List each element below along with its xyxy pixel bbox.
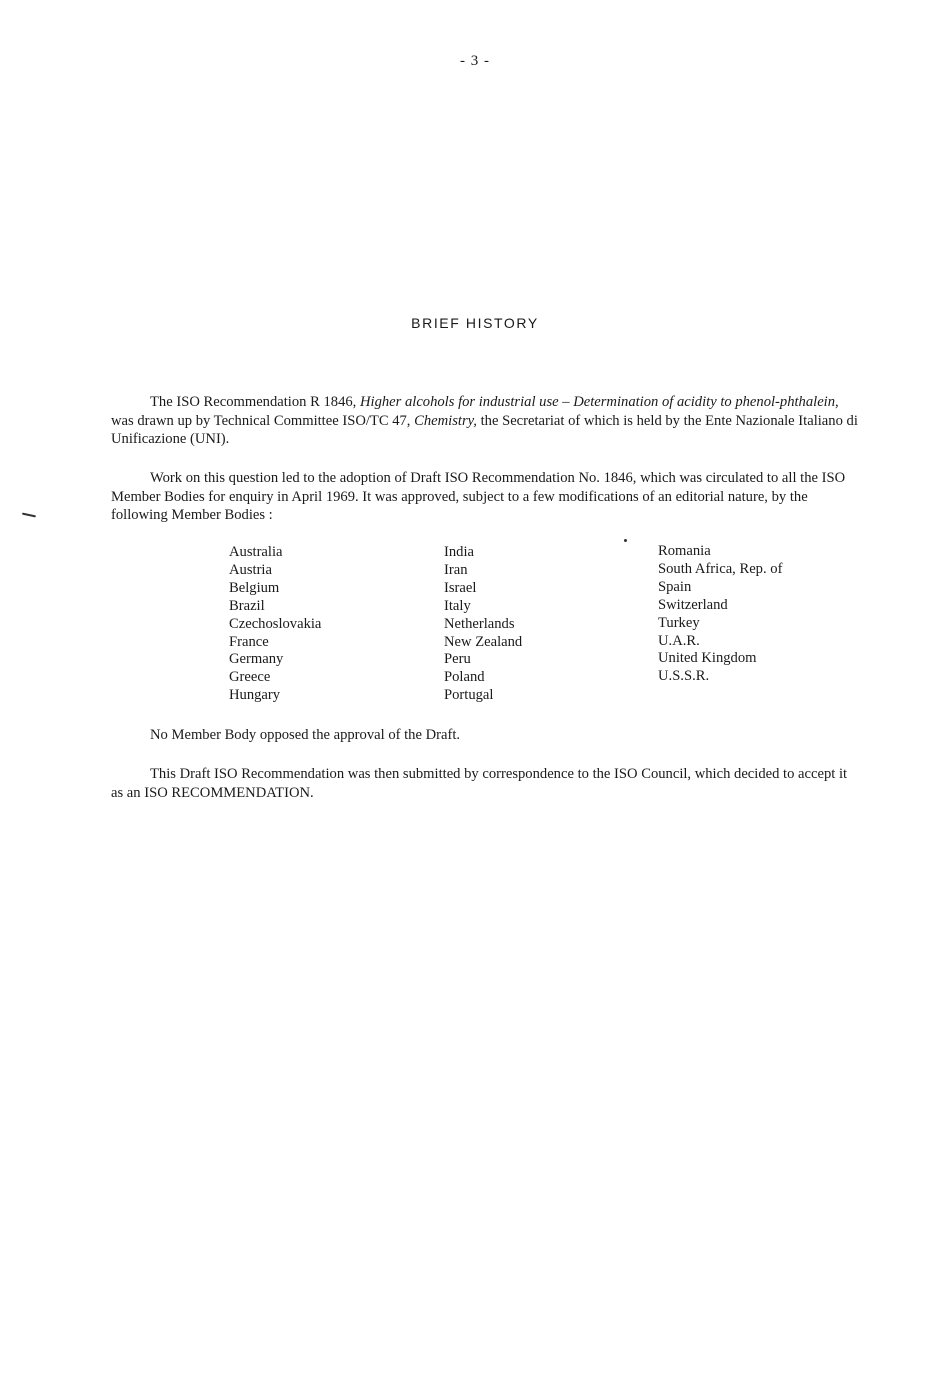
- member-body-item: France: [229, 633, 269, 650]
- member-body-item: U.S.S.R.: [658, 668, 710, 685]
- member-body-item: Hungary: [229, 687, 281, 704]
- member-body-item: Poland: [444, 669, 485, 686]
- member-body-item: Australia: [229, 544, 283, 560]
- paragraph-text: the Secretariat of which is held by the Ente Nazionale Italiano di Unificazione (UNI).: [111, 412, 858, 447]
- member-body-item: Czechoslovakia: [229, 615, 322, 632]
- recommendation-title: Higher alcohols for industrial use – Determination of acidity to phenol-phthalein,: [359, 394, 839, 410]
- history-paragraph-council: This Draft ISO Recommendation was then submitted by correspondence to the ISO Council, which decided to accept it as an ISO RECOMMENDATION.: [111, 766, 848, 801]
- member-body-item: Brazil: [229, 597, 265, 614]
- member-body-item: Iran: [444, 561, 468, 578]
- member-body-item: New Zealand: [444, 633, 523, 650]
- scan-speck: [624, 539, 627, 542]
- member-body-item: Belgium: [229, 579, 280, 596]
- member-body-item: Greece: [229, 669, 271, 686]
- member-body-item: Germany: [229, 651, 284, 668]
- member-bodies-column-3: [658, 543, 782, 686]
- section-title: BRIEF HISTORY: [411, 315, 539, 331]
- member-body-item: U.A.R.: [658, 632, 700, 649]
- member-body-item: India: [444, 544, 474, 560]
- page-number: - 3 -: [460, 53, 490, 69]
- paragraph-text: The ISO Recommendation R 1846,: [150, 394, 360, 410]
- member-body-item: Netherlands: [444, 615, 515, 632]
- history-paragraph-opposition: No Member Body opposed the approval of the Draft.: [150, 727, 461, 743]
- member-body-item: Israel: [444, 579, 477, 596]
- member-body-item: South Africa, Rep. of: [658, 560, 783, 577]
- member-body-item: Peru: [444, 651, 471, 668]
- paragraph-text: was drawn up by Technical Committee ISO/TC 47,: [111, 412, 415, 429]
- history-paragraph-adoption: Work on this question led to the adoption of Draft ISO Recommendation No. 1846, which was circulated to all the ISO Member Bodies for enquiry in April 1969. It was approved, subject to a few modifications of an editorial nature, by the following Member Bodies :: [111, 470, 846, 523]
- member-bodies-column-1: [229, 544, 321, 705]
- member-body-item: Austria: [229, 561, 272, 578]
- member-body-item: Turkey: [658, 614, 700, 631]
- member-bodies-column-2: [444, 544, 522, 705]
- member-body-item: Spain: [658, 578, 692, 595]
- member-body-item: Romania: [658, 543, 711, 559]
- member-body-item: United Kingdom: [658, 650, 757, 667]
- member-body-item: Switzerland: [658, 596, 728, 613]
- member-body-item: Portugal: [444, 687, 494, 704]
- committee-name: Chemistry,: [414, 412, 477, 429]
- member-body-item: Italy: [444, 597, 471, 614]
- history-paragraph-origin: [111, 393, 861, 449]
- scan-speck: [22, 513, 36, 517]
